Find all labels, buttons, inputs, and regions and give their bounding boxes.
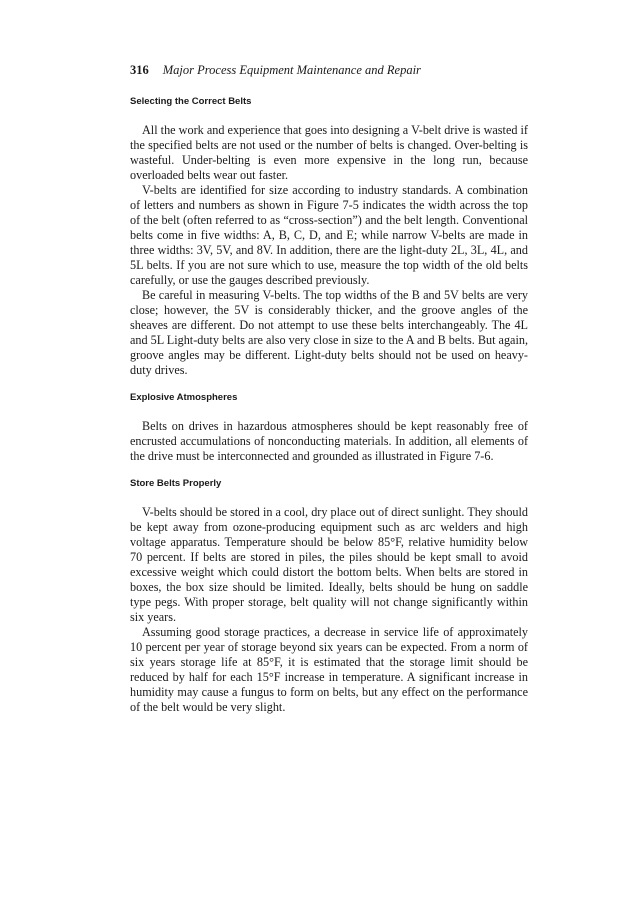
section-explosive-atmospheres	[130, 392, 528, 464]
section-heading: Explosive Atmospheres	[130, 392, 238, 403]
paragraph: Be careful in measuring V-belts. The top widths of the B and 5V belts are very close; however, the 5V is considerably thicker, and the groove angles of the sheaves are different. Do not attempt to use these belts interchangeably. The 4L and 5L Light-duty belts are also very close in size to the A and B belts. But again, groove angles may be different. Light-duty belts should not be used on heavy-duty drives.	[130, 288, 528, 377]
section-selecting-belts	[130, 96, 528, 378]
page-number: 316	[130, 63, 149, 77]
paragraph: All the work and experience that goes into designing a V-belt drive is wasted if the specified belts are not used or the number of belts is changed. Over-belting is wasteful. Under-belting is even more expensive in the long run, because overloaded belts wear out faster.	[130, 123, 528, 182]
paragraph: Belts on drives in hazardous atmospheres should be kept reasonably free of encrusted accumulations of nonconducting materials. In addition, all elements of the drive must be interconnected and grounded as illustrated in Figure 7-6.	[130, 419, 528, 463]
paragraph: Assuming good storage practices, a decrease in service life of approximately 10 percent per year of storage beyond six years can be expected. From a norm of six years storage life at 85°F, it is estimated that the storage limit should be reduced by half for each 15°F increase in temperature. A significant increase in humidity may cause a fungus to form on belts, but any effect on the performance of the belt would be very slight.	[130, 625, 528, 714]
paragraph: V-belts are identified for size according to industry standards. A combination of letters and numbers as shown in Figure 7-5 indicates the width across the top of the belt (often referred to as “cross-section”) and the belt length. Conventional belts come in five widths: A, B, C, D, and E; while narrow V-belts are made in three widths: 3V, 5V, and 8V. In addition, there are the light-duty 2L, 3L, 4L, and 5L belts. If you are not sure which to use, measure the top width of the old belts carefully, or use the gauges described previously.	[130, 183, 528, 287]
document-page	[130, 62, 528, 729]
section-heading: Store Belts Properly	[130, 478, 222, 489]
book-title: Major Process Equipment Maintenance and Repair	[162, 63, 421, 77]
running-header	[130, 62, 528, 78]
paragraph: V-belts should be stored in a cool, dry place out of direct sunlight. They should be kept away from ozone-producing equipment such as arc welders and high voltage apparatus. Temperature should be below 85°F, relative humidity below 70 percent. If belts are stored in piles, the piles should be kept small to avoid excessive weight which could distort the bottom belts. When belts are stored in boxes, the box size should be limited. Ideally, belts should be hung on saddle type pegs. With proper storage, belt quality will not change significantly within six years.	[130, 505, 528, 624]
section-heading: Selecting the Correct Belts	[130, 96, 252, 107]
section-store-belts	[130, 478, 528, 715]
